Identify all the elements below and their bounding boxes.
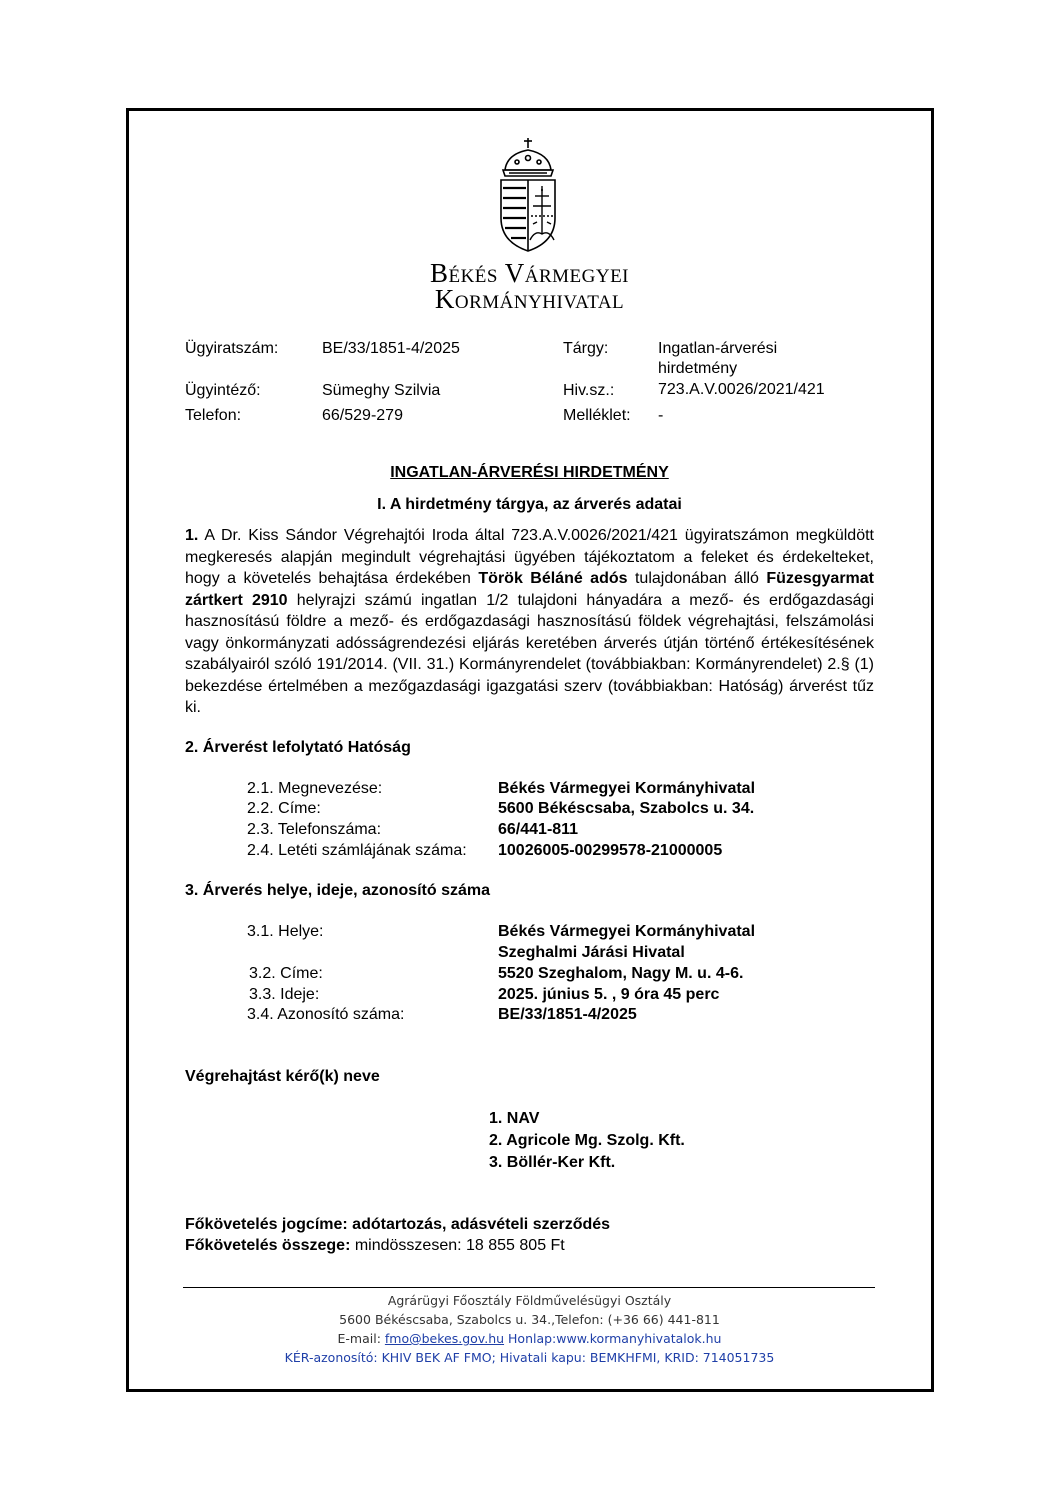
footer-divider	[183, 1287, 875, 1288]
authority-phone-value: 66/441-811	[498, 821, 579, 838]
auction-place-line2: Szeghalmi Járási Hivatal	[498, 944, 685, 961]
claim-amount-label: Főkövetelés összege:	[185, 1237, 355, 1254]
claim-basis-label: Főkövetelés jogcíme:	[185, 1216, 353, 1233]
paragraph-1	[185, 525, 874, 719]
ugyintezo-value: Sümeghy Szilvia	[322, 382, 441, 399]
paragraph-text-3: helyrajzi számú ingatlan 1/2 tulajdoni hányadára a mező- és erdőgazdasági hasznosítású földre a mező- és erdőgazdasági hasznosítású földek végrehajtási, felszámolási vagy önkormányzati adósságrendezési eljárás keretében árverés útján történő értékesítésének szabályairól szóló 191/2014. (VII. 31.) Kormányrendelet (továbbiakban: Kormányrendelet) 2.§ (1) bekezdése értelmében a mezőgazdasági igazgatási szerv (továbbiakban: Hatóság) árverést tűz ki.	[185, 591, 875, 716]
requesters-title: Végrehajtást kérő(k) neve	[185, 1068, 380, 1085]
hivsz-label: Hiv.sz.:	[563, 382, 615, 399]
property-id: Füzesgyarmat zártkert 2910	[185, 570, 874, 609]
section3-title: 3. Árverés helye, ideje, azonosító száma	[185, 882, 491, 899]
footer-contact	[0, 1329, 1059, 1348]
authority-name-label: 2.1. Megnevezése:	[247, 780, 383, 797]
telefon-label: Telefon:	[185, 407, 242, 424]
ugyiratszam-value: BE/33/1851-4/2025	[322, 340, 460, 357]
document-title: INGATLAN-ÁRVERÉSI HIRDETMÉNY	[390, 464, 669, 481]
melleklet-value: -	[658, 407, 664, 424]
auction-address-label: 3.2. Címe:	[249, 965, 323, 982]
paragraph-number: 1.	[185, 527, 199, 544]
authority-account-value: 10026005-00299578-21000005	[498, 842, 723, 859]
targy-value-line1: Ingatlan-árverési	[658, 340, 778, 357]
claim-basis	[185, 1215, 610, 1235]
org-name-line1: Békés Vármegyei	[429, 258, 630, 288]
targy-label: Tárgy:	[563, 340, 609, 357]
auction-address-value: 5520 Szeghalom, Nagy M. u. 4-6.	[498, 965, 744, 982]
footer-email-link[interactable]: fmo@bekes.gov.hu	[384, 1331, 505, 1346]
auction-time-value: 2025. június 5. , 9 óra 45 perc	[498, 986, 720, 1003]
authority-account-label: 2.4. Letéti számlájának száma:	[247, 842, 467, 859]
auction-id-value: BE/33/1851-4/2025	[498, 1006, 637, 1023]
footer-department: Agrárügyi Főosztály Földművelésügyi Osztály	[387, 1293, 672, 1308]
ugyiratszam-label: Ügyiratszám:	[185, 340, 279, 357]
telefon-value: 66/529-279	[322, 407, 403, 424]
claim-basis-value: adótartozás, adásvételi szerződés	[352, 1216, 611, 1233]
hivsz-value: 723.A.V.0026/2021/421	[658, 381, 825, 398]
auction-place-line1: Békés Vármegyei Kormányhivatal	[498, 923, 756, 940]
melleklet-label: Melléklet:	[563, 407, 631, 424]
auction-time-label: 3.3. Ideje:	[249, 986, 320, 1003]
section1-title: I. A hirdetmény tárgya, az árverés adatai	[377, 496, 682, 513]
section2-title: 2. Árverést lefolytató Hatóság	[185, 739, 411, 756]
claim-amount	[185, 1236, 565, 1256]
footer-email-label: E-mail:	[337, 1331, 385, 1346]
authority-address-label: 2.2. Címe:	[247, 800, 321, 817]
ugyintezo-label: Ügyintéző:	[185, 382, 261, 399]
paragraph-text-1: A Dr. Kiss Sándor Végrehajtói Iroda által 723.A.V.0026/2021/421 ügyiratszámon megküldött megkeresés alapján megindult végrehajtási ügyében tájékoztatom a feleket és érdekelteket, hogy a követelés behajtása érdekében	[185, 527, 874, 587]
auction-place-label: 3.1. Helye:	[247, 923, 324, 940]
authority-name-value: Békés Vármegyei Kormányhivatal	[498, 780, 756, 797]
auction-id-label: 3.4. Azonosító száma:	[247, 1006, 405, 1023]
requester-item: 3. Böllér-Ker Kft.	[489, 1154, 616, 1171]
claim-amount-value: mindösszesen: 18 855 805 Ft	[354, 1237, 565, 1254]
footer-address: 5600 Békéscsaba, Szabolcs u. 34.,Telefon: (+36 66) 441-811	[339, 1312, 720, 1327]
footer-identifiers: KÉR-azonosító: KHIV BEK AF FMO; Hivatali kapu: BEMKHFMI, KRID: 714051735	[284, 1350, 775, 1365]
debtor-name: Török Béláné adós	[478, 570, 628, 587]
authority-phone-label: 2.3. Telefonszáma:	[247, 821, 382, 838]
footer-website[interactable]: Honlap:www.kormanyhivatalok.hu	[504, 1331, 722, 1346]
targy-value-line2: hirdetmény	[658, 360, 738, 377]
authority-address-value: 5600 Békéscsaba, Szabolcs u. 34.	[498, 800, 755, 817]
requester-item: 2. Agricole Mg. Szolg. Kft.	[489, 1132, 685, 1149]
requester-item: 1. NAV	[489, 1110, 540, 1127]
paragraph-text-2: tulajdonában álló	[627, 570, 767, 587]
hungarian-coat-of-arms-logo	[497, 136, 559, 254]
org-name-line2: Kormányhivatal	[434, 284, 625, 314]
